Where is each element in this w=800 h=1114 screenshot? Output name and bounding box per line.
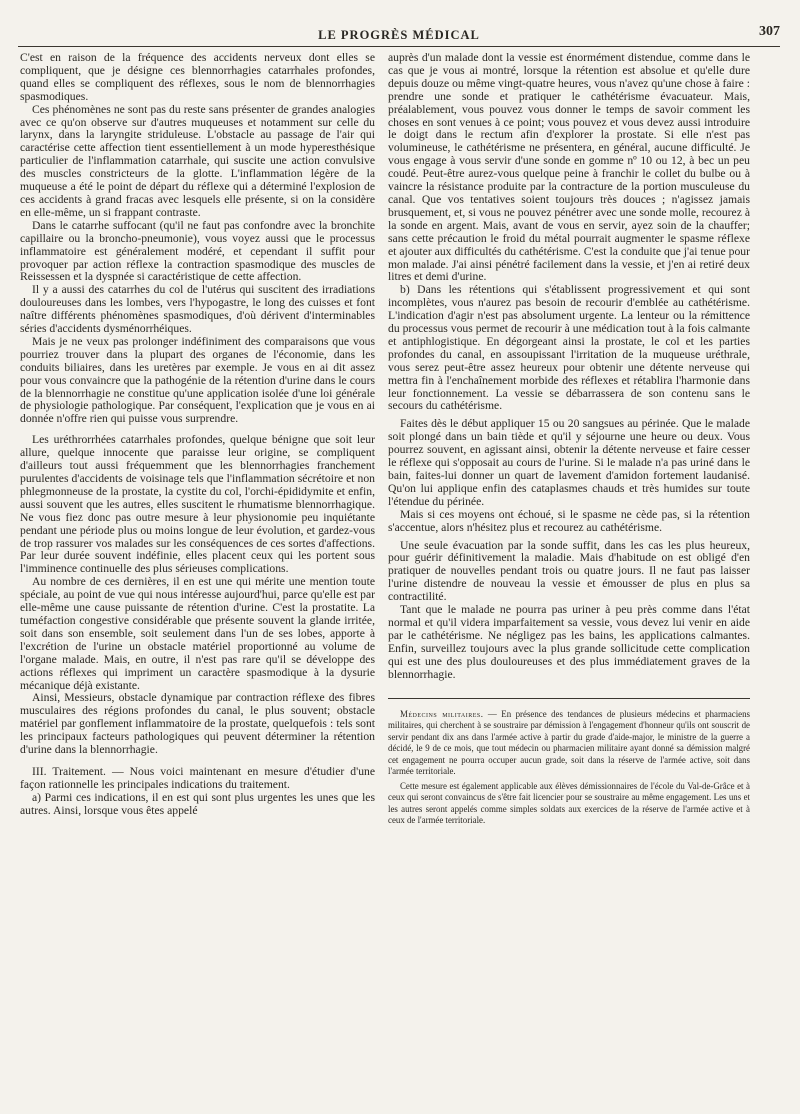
right-column: [388, 52, 750, 827]
paragraph: auprès d'un malade dont la vessie est énormément distendue, comme dans le cas que je vous ai montré, lorsque la rétention est absolue et qu'elle dure depuis douze ou même vingt-quatre heures, vous n'avez qu'une chose à faire : prendre une sonde et pratiquer le cathétérisme évacuateur. Mais, préalablement, vous pouvez vous donner le temps de savoir comment les choses en sont venues à ce point; vous pouvez et vous devez aussi introduire le doigt dans le rectum afin d'explorer la prostate. Si elle n'est pas volumineuse, le cathétérisme ne présentera, en général, aucune difficulté. Je vous engage à vous servir d'une sonde en gomme nº 10 ou 12, à bec un peu coudé. Peut-être aurez-vous quelque peine à franchir le collet du bulbe ou à vaincre la résistance produite par la contracture de la portion musculeuse du canal. Que vos tentatives soient toujours très douces ; n'agissez jamais brusquement, et, si vous ne pouvez pénétrer avec une sonde molle, recourez à la sonde en argent. Mais, avant de vous en servir, ayez soin de la chauffer; sans cette précaution le froid du métal pourrait augmenter le spasme réflexe et ajouter aux difficultés du cathétérisme. C'est la conduite que j'ai tenue pour mon malade. J'ai ainsi pénétré facilement dans la vessie, et j'en ai retiré deux litres et demi d'urine.: [388, 51, 750, 284]
footnote: [388, 709, 750, 827]
paragraph: Au nombre de ces dernières, il en est une qui mérite une mention toute spéciale, au point de vue qui nous intéresse aujourd'hui, parce qu'elle est par elle-même une cause puissante de rétention d'urine. C'est la prostatite. La tuméfaction congestive considérable que présente souvent la glande irritée, soit dans son ensemble, soit seulement dans l'un de ses lobes, apporte à l'excrétion de l'urine un obstacle matériel proportionné au volume de l'organe malade. Mais, en outre, il n'est pas rare qu'il se développe des actions réflexes qui impriment un caractère spasmodique à la dysurie mécanique déjà existante.: [20, 575, 375, 692]
footnote-text: — En présence des tendances de plusieurs médecins et pharmaciens militaires, qui cherchent à se soustraire par démission à l'engagement d'honneur qu'ils ont souscrit de servir pendant dix ans dans l'armée active à partir du grade d'aide-major, le ministre de la guerre a décidé, le 9 de ce mois, que tout médecin ou pharmacien militaire ayant donné sa démission malgré cet engagement ne pourra occuper aucun grade, soit dans la réserve de l'armée active, soit dans l'armée territoriale.: [388, 708, 750, 776]
paragraph: b) Dans les rétentions qui s'établissent progressivement et qui sont incomplètes, vous n'aurez pas besoin de recourir d'emblée au cathétérisme. L'indication d'agir n'est pas absolument urgente. La lenteur ou la rémittence du processus vous permet de recourir à une médication tout à la fois calmante et antiphlogistique. En dégorgeant ainsi la prostate, le col et les parties profondes du canal, en assoupissant l'irritation de la muqueuse uréthrale, vous serez peut-être assez heureux pour obtenir une détente nerveuse qui mettra fin à l'enchaînement morbide des réflexes et rétablira l'harmonie dans leur fonctionnement. La vessie se débarrassera de son contenu sans le secours du cathétérisme.: [388, 283, 750, 413]
paragraph: Ainsi, Messieurs, obstacle dynamique par contraction réflexe des fibres musculaires des régions profondes du canal, le plus souvent; obstacle matériel par gonflement inflammatoire de la prostate, quelquefois : tels sont les principaux facteurs pathologiques qui peuvent déterminer la rétention d'urine dans la blennorrhagie.: [20, 691, 375, 757]
left-column: [20, 52, 375, 818]
paragraph: Les uréthrorrhées catarrhales profondes, quelque bénigne que soit leur allure, quelque innocente que paraisse leur origine, se compliquent d'ailleurs tout aussi fréquemment que les blennorrhagies franchement purulentes d'accidents de voisinage tels que l'inflammation sécrétoire et non phlegmonneuse de la prostate, la cystite du col, l'orchi-épididymite et enfin, aussi souvent que les autres, elles suscitent le rhumatisme blennorrhagique. Ne vous fiez donc pas outre mesure à leur physionomie peu inquiétante pendant une période plus ou moins longue de leur évolution, et gardez-vous de trop rassurer vos malades sur les conséquences de ces sortes d'affections. Par leur durée souvent indéfinie, elles placent ceux qui les portent sous l'imminence continuelle des plus sérieuses complications.: [20, 433, 375, 576]
section-heading-paragraph: III. Traitement. — Nous voici maintenant en mesure d'étudier d'une façon rationnelle les principales indications du traitement.: [20, 764, 375, 791]
paragraph: Dans le catarrhe suffocant (qu'il ne faut pas confondre avec la bronchite capillaire ou la broncho-pneumonie), vous voyez aussi que le processus inflammatoire est généralement modéré, et cependant il suffit pour provoquer par action réflexe la contraction spasmodique des muscles de Reissessen et la dyspnée si caractéristique de cette affection.: [20, 218, 375, 284]
paragraph: Tant que le malade ne pourra pas uriner à peu près comme dans l'état normal et qu'il videra imparfaitement sa vessie, vous devez lui venir en aide par le cathétérisme. Ne négligez pas les bains, les applications calmantes. Enfin, surveillez toujours avec la plus grande sollicitude cette complication qui est une des plus douloureuses et des plus immédiatement graves de la blennorrhagie.: [388, 603, 750, 681]
paragraph: Faites dès le début appliquer 15 ou 20 sangsues au périnée. Que le malade soit plongé dans un bain tiède et qu'il y séjourne une heure ou deux. Vous pourrez souvent, en agissant ainsi, obtenir la détente nerveuse et faire cesser le réflexe qui s'opposait au cours de l'urine. Si le malade n'a pas uriné dans le bain, faites-lui donner un quart de lavement d'amidon fortement laudanisé. Qu'on lui applique enfin des cataplasmes chauds et très humides sur toute l'étendue du périnée.: [388, 417, 750, 508]
paragraph: Mais je ne veux pas prolonger indéfiniment des comparaisons que vous pourriez trouver dans la plupart des organes de l'économie, dans les conduits biliaires, dans les uretères par exemple. Je vous en ai dit assez pour vous convaincre que la pathogénie de la rétention d'urine dans le cours de la blennorrhagie ne constitue qu'une application isolée d'une loi générale de physiologie pathologique. Par conséquent, l'explication que je vous en ai donnée n'offre rien qui puisse vous surprendre.: [20, 334, 375, 426]
journal-title: LE PROGRÈS MÉDICAL: [318, 28, 480, 42]
footnote-label: Médecins militaires.: [400, 708, 484, 719]
paragraph: Mais si ces moyens ont échoué, si le spasme ne cède pas, si la rétention s'accentue, alors n'hésitez plus et recourez au cathétérisme.: [388, 507, 750, 534]
page-number: 307: [759, 24, 780, 39]
running-header: [18, 24, 780, 47]
paragraph: C'est en raison de la fréquence des accidents nerveux dont elles se compliquent, que je désigne ces blennorrhagies catarrhales profondes, quand elles se compliquent des réflexes, sous le nom de blennorrhagies spasmodiques.: [20, 51, 375, 103]
paragraph: a) Parmi ces indications, il en est qui sont plus urgentes les unes que les autres. Ainsi, lorsque vous êtes appelé: [20, 790, 375, 817]
footnote-paragraph: [388, 709, 750, 778]
paragraph: Une seule évacuation par la sonde suffit, dans les cas les plus heureux, pour guérir définitivement la maladie. Mais d'habitude on est obligé d'en pratiquer de nouvelles pendant trois ou quatre jours. Il ne faut pas laisser l'urine distendre de nouveau la vessie et émousser de plus en plus sa contractilité.: [388, 538, 750, 604]
footnote-divider: [388, 698, 750, 699]
footnote-paragraph: Cette mesure est également applicable aux élèves démissionnaires de l'école du Val-de-Grâce et à ceux qui seront convaincus de s'être fait licencier pour se soustraire au même engagement. Les uns et les autres seront appelés comme simples soldats aux exercices de la réserve de l'armée active et à ceux de l'armée territoriale.: [388, 780, 750, 825]
paragraph: Il y a aussi des catarrhes du col de l'utérus qui suscitent des irradiations douloureuses dans les lombes, vers l'hypogastre, le long des cuisses et font naître différents phénomènes spasmodiques, d'où dérivent d'interminables séries d'accidents dysménorrhéiques.: [20, 283, 375, 336]
paragraph: Ces phénomènes ne sont pas du reste sans présenter de grandes analogies avec ce qu'on observe sur d'autres muqueuses et notamment sur celle du larynx, dans la laryngite striduleuse. L'obstacle au passage de l'air qui caractérise cette affection tient essentiellement à un mode hyperesthésique particulier de l'inflammation catarrhale, qui suscite une action convulsive des muscles constricteurs de la glotte. L'inflammation légère de la muqueuse a été le point de départ du réflexe qui a déterminé l'explosion de ces accidents à grand fracas avec lesquels elle présente, si on la considère en elle-même, un si frappant contraste.: [20, 102, 375, 219]
